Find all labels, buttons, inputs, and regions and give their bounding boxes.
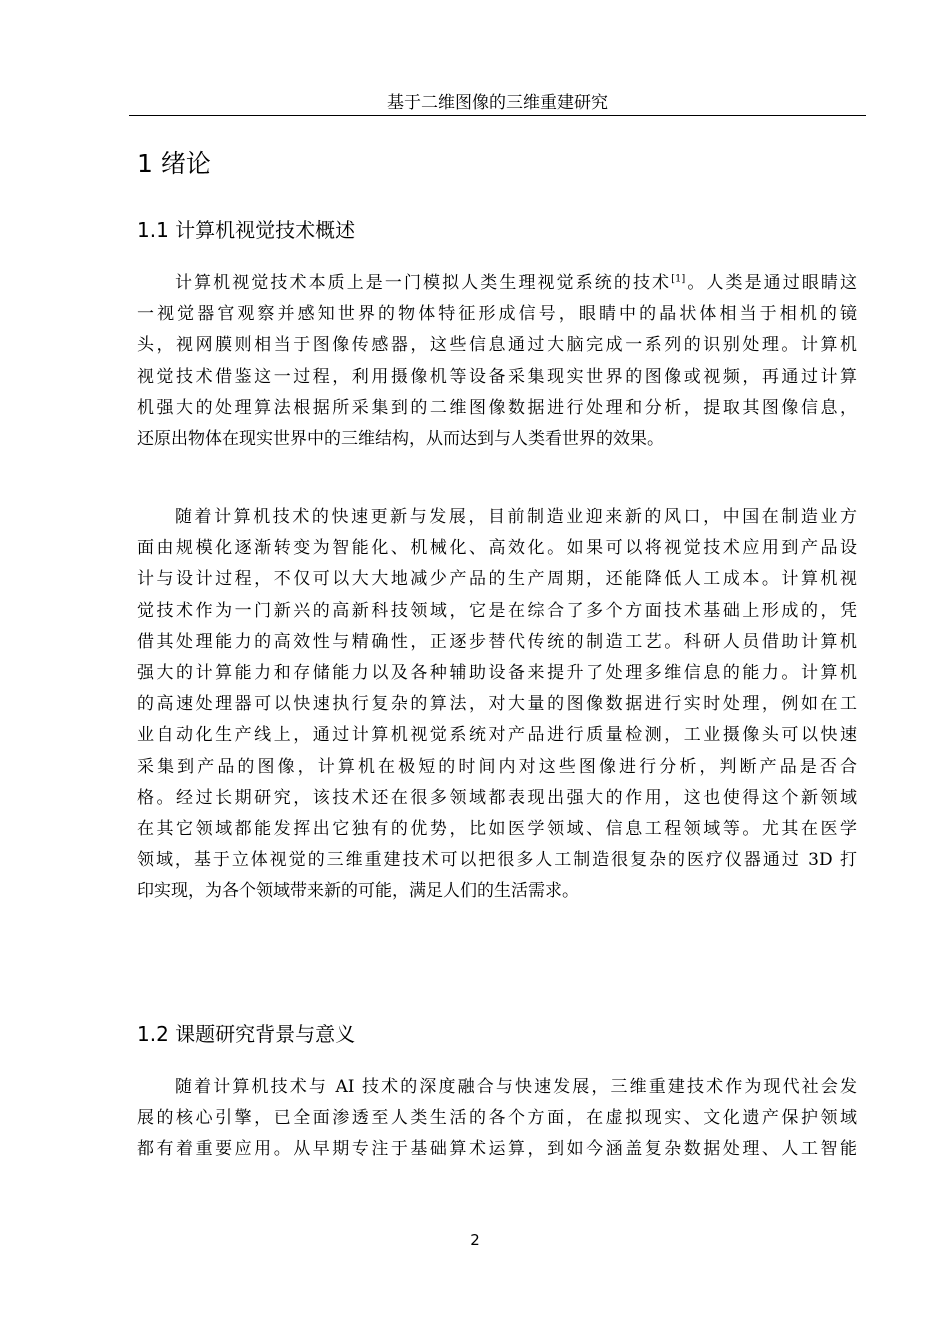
paragraph-line: 头，视网膜则相当于图像传感器，这些信息通过大脑完成一系列的识别处理。计算机: [137, 335, 857, 356]
paragraph-line: 借其处理能力的高效性与精确性，正逐步替代传统的制造工艺。科研人员借助计算机: [137, 631, 857, 652]
paragraph-line: 面由规模化逐渐转变为智能化、机械化、高效化。如果可以将视觉技术应用到产品设: [137, 538, 857, 559]
paragraph-line: 业自动化生产线上，通过计算机视觉系统对产品进行质量检测，工业摄像头可以快速: [137, 725, 857, 746]
paragraph-line: 强大的计算能力和存储能力以及各种辅助设备来提升了处理多维信息的能力。计算机: [137, 662, 857, 683]
header-rule: [129, 115, 866, 116]
paragraph-line: 的高速处理器可以快速执行复杂的算法，对大量的图像数据进行实时处理，例如在工: [137, 694, 857, 715]
paragraph-line: [137, 268, 857, 299]
paragraph-line-text: 计算机视觉技术本质上是一门模拟人类生理视觉系统的技术: [175, 273, 672, 293]
page-number: 2: [470, 1231, 480, 1249]
running-header: 基于二维图像的三维重建研究: [387, 93, 608, 113]
paragraph-line: 计与设计过程，不仅可以大大地减少产品的生产周期，还能降低人工成本。计算机视: [137, 569, 857, 590]
paragraph-line: 随着计算机技术的快速更新与发展，目前制造业迎来新的风口，中国在制造业方: [175, 507, 857, 527]
paragraph-line: 随着计算机技术与 AI 技术的深度融合与快速发展，三维重建技术作为现代社会发: [175, 1077, 857, 1097]
paragraph-line-text: 。人类是通过眼睛这: [685, 273, 858, 293]
paragraph-line: 印实现，为各个领域带来新的可能，满足人们的生活需求。: [137, 881, 579, 902]
citation-ref[interactable]: [1]: [671, 273, 686, 285]
paragraph-line: 视觉技术借鉴这一过程，利用摄像机等设备采集现实世界的图像或视频，再通过计算: [137, 366, 857, 387]
paragraph-line: 机强大的处理算法根据所采集到的二维图像数据进行处理和分析，提取其图像信息，: [137, 397, 857, 418]
paragraph-line: 领域，基于立体视觉的三维重建技术可以把很多人工制造很复杂的医疗仪器通过 3D 打: [137, 850, 857, 871]
paragraph-line: 觉技术作为一门新兴的高新科技领域，它是在综合了多个方面技术基础上形成的，凭: [137, 600, 857, 621]
section-title-1-1: 1.1 计算机视觉技术概述: [137, 218, 356, 242]
paragraph-1-1-2: [137, 502, 857, 907]
paragraph-line: 在其它领域都能发挥出它独有的优势，比如医学领域、信息工程领域等。尤其在医学: [137, 818, 857, 839]
paragraph-line: 一视觉器官观察并感知世界的物体特征形成信号，眼睛中的晶状体相当于相机的镜: [137, 304, 857, 325]
chapter-title: 1 绪论: [137, 149, 211, 178]
paragraph-line: 格。经过长期研究，该技术还在很多领域都表现出强大的作用，这也使得这个新领域: [137, 787, 857, 808]
paragraph-line: 展的核心引擎，已全面渗透至人类生活的各个方面，在虚拟现实、文化遗产保护领域: [137, 1108, 857, 1129]
paragraph-line: 还原出物体在现实世界中的三维结构，从而达到与人类看世界的效果。: [137, 428, 664, 449]
paragraph-line: 采集到产品的图像，计算机在极短的时间内对这些图像进行分析，判断产品是否合: [137, 756, 857, 777]
section-title-1-2: 1.2 课题研究背景与意义: [137, 1022, 356, 1046]
paragraph-1-2-1: [137, 1072, 857, 1166]
paragraph-1-1-1: [137, 268, 857, 455]
paragraph-line: 都有着重要应用。从早期专注于基础算术运算，到如今涵盖复杂数据处理、人工智能: [137, 1139, 857, 1160]
